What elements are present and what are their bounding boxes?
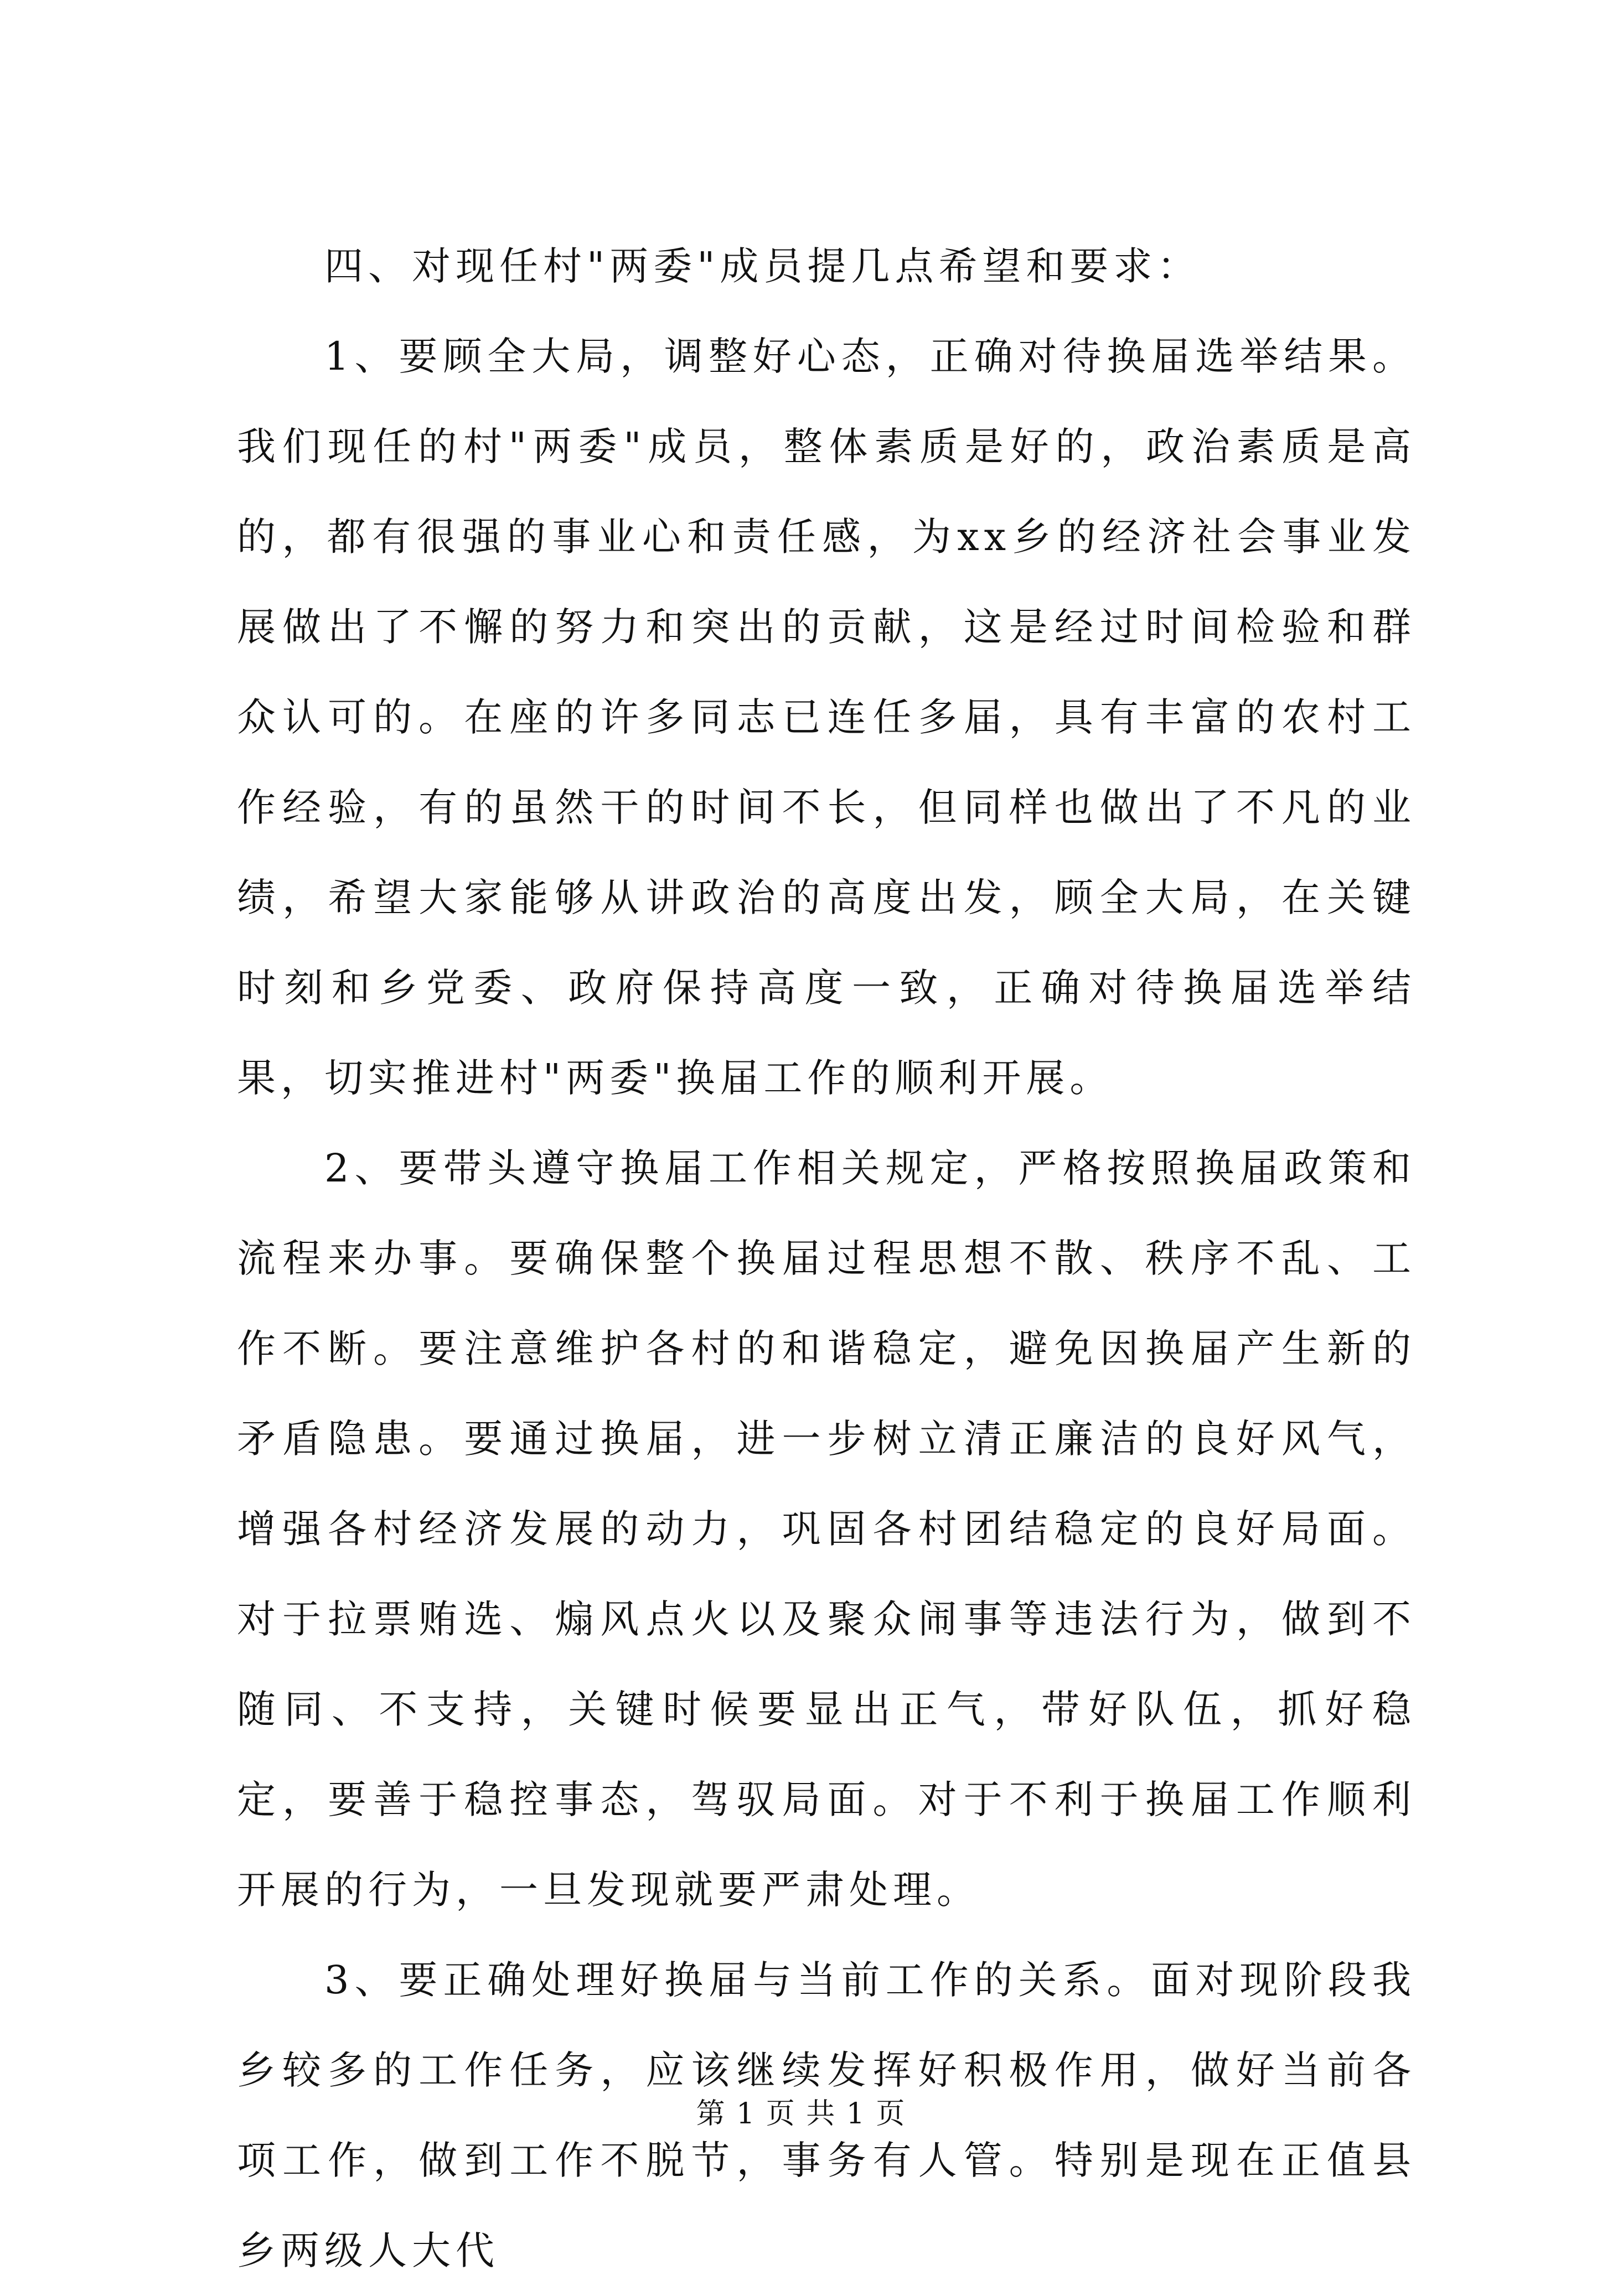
page-footer: 第 1 页 共 1 页	[696, 2097, 906, 2131]
paragraph-1: 1、要顾全大局，调整好心态，正确对待换届选举结果。我们现任的村"两委"成员，整体素质是好的，政治素质是高的，都有很强的事业心和责任感，为xx乡的经济社会事业发展做出了不懈的努力和突出的贡献，这是经过时间检验和群众认可的。在座的许多同志已连任多届，具有丰富的农村工作经验，有的虽然干的时间不长，但同样也做出了不凡的业绩，希望大家能够从讲政治的高度出发，顾全大局，在关键时刻和乡党委、政府保持高度一致，正确对待换届选举结果，切实推进村"两委"换届工作的顺利开展。	[237, 334, 1416, 1101]
document-body	[237, 221, 1416, 2296]
paragraph-heading-4: 四、对现任村"两委"成员提几点希望和要求：	[324, 243, 1201, 289]
paragraph-3: 3、要正确处理好换届与当前工作的关系。面对现阶段我乡较多的工作任务，应该继续发挥好积极作用，做好当前各项工作，做到工作不脱节，事务有人管。特别是现在正值县乡两级人大代	[237, 1957, 1416, 2273]
paragraph-2: 2、要带头遵守换届工作相关规定，严格按照换届政策和流程来办事。要确保整个换届过程思想不散、秩序不乱、工作不断。要注意维护各村的和谐稳定，避免因换届产生新的矛盾隐患。要通过换届，进一步树立清正廉洁的良好风气，增强各村经济发展的动力，巩固各村团结稳定的良好局面。对于拉票贿选、煽风点火以及聚众闹事等违法行为，做到不随同、不支持，关键时候要显出正气，带好队伍，抓好稳定，要善于稳控事态，驾驭局面。对于不利于换届工作顺利开展的行为，一旦发现就要严肃处理。	[237, 1146, 1416, 1913]
